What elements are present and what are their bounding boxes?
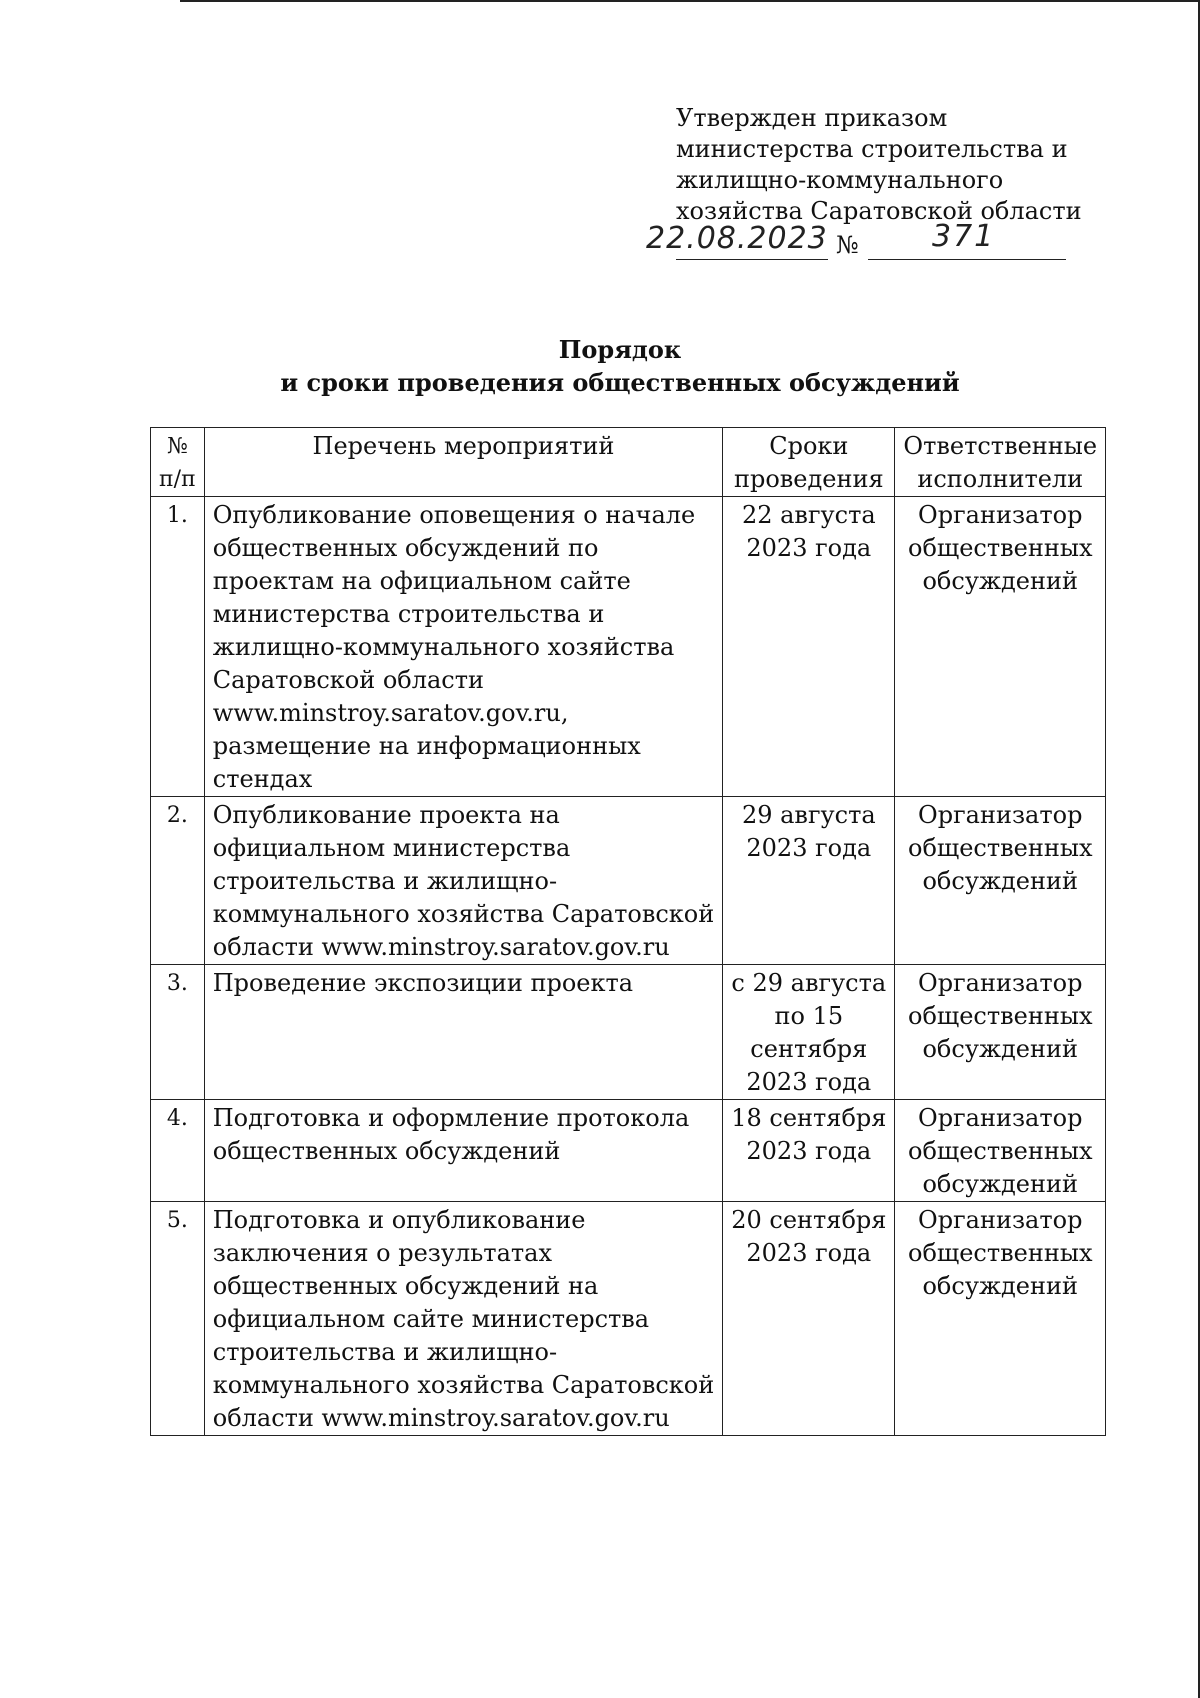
table-header-row <box>151 428 1106 497</box>
cell-line: общественных обсуждений по <box>212 534 599 562</box>
cell-line: Ответственные <box>903 432 1098 460</box>
cell-line: 2023 года <box>746 534 872 562</box>
row-number: 1. <box>151 497 205 797</box>
cell-line: коммунального хозяйства Саратовской <box>212 1371 715 1399</box>
responsible-cell <box>895 1202 1106 1436</box>
cell-line: Опубликование проекта на <box>212 801 560 829</box>
cell-line: Подготовка и оформление протокола <box>212 1104 690 1132</box>
cell-line: исполнители <box>917 465 1084 493</box>
cell-line: обсуждений <box>922 1035 1078 1063</box>
row-number: 5. <box>151 1202 205 1436</box>
cell-line: www.minstroy.saratov.gov.ru, <box>212 699 569 727</box>
date-underline <box>676 259 828 260</box>
number-underline <box>868 259 1066 260</box>
document-title <box>250 333 990 399</box>
title-line-2: и сроки проведения общественных обсуждений <box>280 368 960 397</box>
row-number: 3. <box>151 965 205 1100</box>
cell-line: стендах <box>212 765 313 793</box>
cell-line: 2023 года <box>746 834 872 862</box>
cell-line: 29 августа <box>741 801 876 829</box>
cell-line: Организатор <box>918 1104 1083 1132</box>
cell-line: заключения о результатах <box>212 1239 552 1267</box>
row-number: 2. <box>151 797 205 965</box>
cell-line: 20 сентября <box>731 1206 887 1234</box>
cell-line: сентября <box>750 1035 868 1063</box>
dates-cell <box>723 1202 895 1436</box>
cell-line: Саратовской области <box>212 666 485 694</box>
cell-line: официальном сайте министерства <box>212 1305 650 1333</box>
activity-cell <box>204 497 722 797</box>
table-row <box>151 497 1106 797</box>
approval-block <box>676 103 1136 227</box>
approval-line: жилищно-коммунального <box>676 166 1004 194</box>
activity-cell <box>204 965 722 1100</box>
cell-line: 18 сентября <box>731 1104 887 1132</box>
cell-line: 2023 года <box>746 1137 872 1165</box>
cell-line: обсуждений <box>922 1170 1078 1198</box>
approval-line: министерства строительства и <box>676 135 1068 163</box>
table-row <box>151 797 1106 965</box>
header-activities <box>204 428 722 497</box>
responsible-cell <box>895 965 1106 1100</box>
activity-cell <box>204 797 722 965</box>
cell-line: обсуждений <box>922 567 1078 595</box>
cell-line: Проведение экспозиции проекта <box>212 969 634 997</box>
activity-cell <box>204 1202 722 1436</box>
cell-line: министерства строительства и <box>212 600 605 628</box>
scan-edge-top <box>180 0 1200 2</box>
header-responsible <box>895 428 1106 497</box>
table-row <box>151 1202 1106 1436</box>
responsible-cell <box>895 497 1106 797</box>
approval-line: хозяйства Саратовской области <box>676 197 1082 225</box>
handwritten-date: 22.08.2023 <box>646 221 828 256</box>
cell-line: области www.minstroy.saratov.gov.ru <box>212 1404 670 1432</box>
cell-line: размещение на информационных <box>212 732 641 760</box>
table-row <box>151 965 1106 1100</box>
cell-line: обсуждений <box>922 1272 1078 1300</box>
handwritten-number: 371 <box>932 219 996 254</box>
cell-line: Опубликование оповещения о начале <box>212 501 696 529</box>
cell-line: проектам на официальном сайте <box>212 567 631 595</box>
cell-line: Перечень мероприятий <box>312 432 615 460</box>
cell-line: общественных <box>908 834 1093 862</box>
cell-line: строительства и жилищно- <box>212 867 558 895</box>
activity-cell <box>204 1100 722 1202</box>
row-number: 4. <box>151 1100 205 1202</box>
cell-line: Организатор <box>918 1206 1083 1234</box>
cell-line: 22 августа <box>741 501 876 529</box>
dates-cell <box>723 1100 895 1202</box>
cell-line: жилищно-коммунального хозяйства <box>212 633 675 661</box>
cell-line: Организатор <box>918 501 1083 529</box>
cell-line: области www.minstroy.saratov.gov.ru <box>212 933 670 961</box>
responsible-cell <box>895 797 1106 965</box>
cell-line: общественных <box>908 1002 1093 1030</box>
cell-line: 2023 года <box>746 1068 872 1096</box>
cell-line: коммунального хозяйства Саратовской <box>212 900 715 928</box>
cell-line: № <box>166 434 188 459</box>
approval-line: Утвержден приказом <box>676 104 948 132</box>
cell-line: строительства и жилищно- <box>212 1338 558 1366</box>
dates-cell <box>723 965 895 1100</box>
table-body <box>151 497 1106 1436</box>
cell-line: обсуждений <box>922 867 1078 895</box>
order-date-number <box>646 219 1096 265</box>
schedule-table <box>150 427 1106 1436</box>
cell-line: официальном министерства <box>212 834 571 862</box>
cell-line: Организатор <box>918 969 1083 997</box>
table-row <box>151 1100 1106 1202</box>
cell-line: общественных <box>908 1137 1093 1165</box>
cell-line: проведения <box>733 465 884 493</box>
header-dates <box>723 428 895 497</box>
cell-line: Организатор <box>918 801 1083 829</box>
responsible-cell <box>895 1100 1106 1202</box>
cell-line: с 29 августа <box>731 969 887 997</box>
cell-line: общественных обсуждений <box>212 1137 561 1165</box>
number-sign: № <box>836 231 859 259</box>
cell-line: по 15 <box>774 1002 844 1030</box>
cell-line: Сроки <box>769 432 849 460</box>
cell-line: общественных обсуждений на <box>212 1272 599 1300</box>
cell-line: общественных <box>908 1239 1093 1267</box>
cell-line: п/п <box>159 467 196 492</box>
dates-cell <box>723 497 895 797</box>
title-line-1: Порядок <box>558 335 682 364</box>
dates-cell <box>723 797 895 965</box>
cell-line: общественных <box>908 534 1093 562</box>
cell-line: Подготовка и опубликование <box>212 1206 586 1234</box>
header-num <box>151 428 205 497</box>
cell-line: 2023 года <box>746 1239 872 1267</box>
